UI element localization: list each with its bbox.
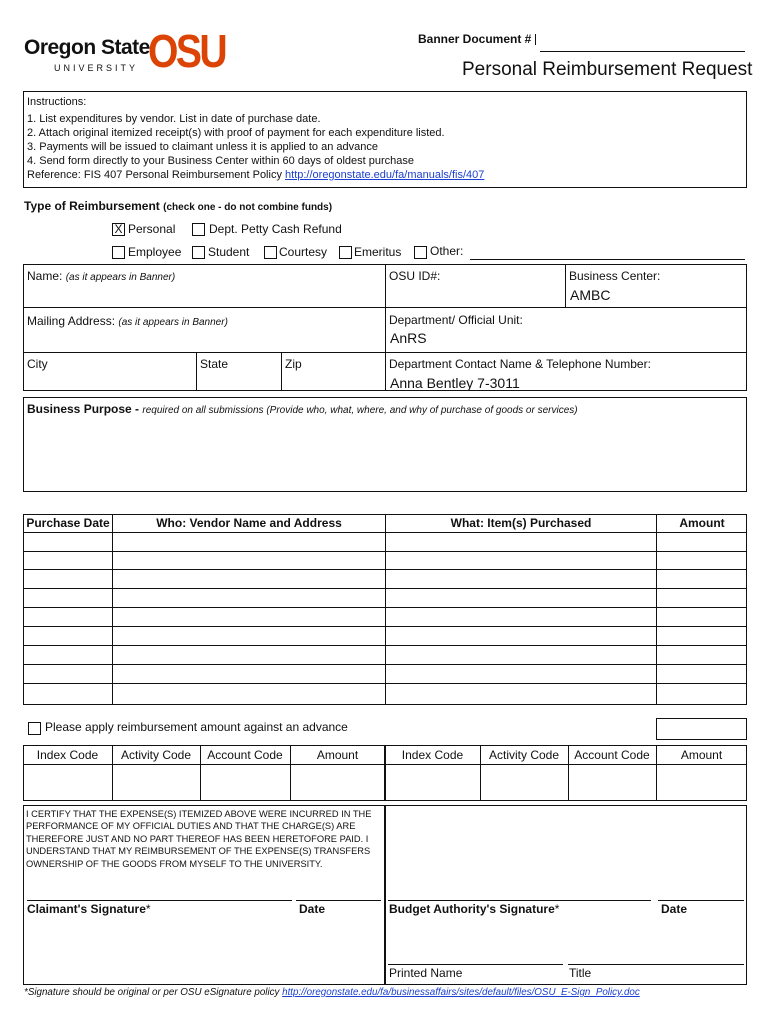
courtesy-checkbox[interactable]: [264, 246, 277, 259]
emeritus-label: Emeritus: [354, 245, 402, 259]
esign-policy-link[interactable]: http://oregonstate.edu/fa/businessaffairs/sites/default/files/OSU_E-Sign_Policy.doc: [282, 987, 640, 998]
name-field[interactable]: [27, 269, 175, 283]
reference-text: Reference: FIS 407 Personal Reimbursement Policy: [27, 169, 286, 181]
student-checkbox[interactable]: [192, 246, 205, 259]
name-label: Name:: [27, 269, 63, 283]
amount-header: Amount: [680, 748, 723, 762]
reference-line: [27, 169, 484, 181]
advance-checkbox[interactable]: [28, 722, 41, 735]
index-code-header: Index Code: [401, 748, 464, 762]
account-code-header: Account Code: [574, 748, 650, 762]
logo-wordmark: Oregon State: [24, 36, 150, 59]
employee-label: Employee: [128, 245, 182, 259]
contact-label: Department Contact Name & Telephone Number:: [389, 357, 651, 371]
courtesy-label: Courtesy: [279, 245, 328, 259]
student-label: Student: [208, 245, 250, 259]
budget-signature-line[interactable]: [388, 900, 651, 901]
personal-checkbox[interactable]: X: [112, 223, 125, 236]
account-code-header: Account Code: [207, 748, 283, 762]
business-purpose-heading: [27, 402, 578, 416]
mailing-label: Mailing Address:: [27, 314, 116, 328]
business-purpose-note: required on all submissions (Provide who, what, where, and why of purchase of goods or services): [142, 405, 578, 416]
items-header: What: Item(s) Purchased: [450, 516, 592, 530]
purchase-date-header: Purchase Date: [26, 516, 110, 530]
table-row[interactable]: [23, 532, 747, 533]
claimant-date-line[interactable]: [296, 900, 381, 901]
policy-link[interactable]: http://oregonstate.edu/fa/manuals/fis/407: [285, 169, 485, 181]
claimant-signature-line[interactable]: [27, 900, 292, 901]
instructions-heading: Instructions:: [27, 96, 87, 108]
table-row[interactable]: [23, 626, 747, 627]
reimbursement-type-note: (check one - do not combine funds): [163, 202, 333, 213]
petty-cash-checkbox[interactable]: [192, 223, 205, 236]
footer-note-text: *Signature should be original or per OSU eSignature policy: [24, 987, 283, 998]
budget-signature-label: [389, 902, 559, 916]
instruction-line: 2. Attach original itemized receipt(s) with proof of payment for each expenditure listed.: [27, 127, 445, 139]
claimant-signature-text: Claimant's Signature: [27, 902, 146, 916]
name-note: (as it appears in Banner): [65, 272, 176, 283]
printed-name-label: Printed Name: [389, 966, 463, 980]
banner-document-label: Banner Document #: [418, 32, 532, 46]
osu-logo: [24, 25, 226, 84]
department-value[interactable]: AnRS: [390, 330, 427, 346]
other-label: Other:: [430, 244, 464, 258]
title-label: Title: [569, 966, 592, 980]
amount-header: Amount: [316, 748, 359, 762]
budget-signature-text: Budget Authority's Signature: [389, 902, 555, 916]
budget-asterisk: *: [554, 902, 560, 916]
total-amount-box[interactable]: [656, 718, 747, 740]
banner-document-field[interactable]: [540, 51, 745, 52]
table-row[interactable]: [23, 607, 747, 608]
claimant-date-label: Date: [299, 902, 326, 916]
budget-authority-box: [385, 805, 747, 985]
state-label[interactable]: State: [200, 357, 229, 371]
city-label[interactable]: City: [27, 357, 48, 371]
activity-code-header: Activity Code: [488, 748, 560, 762]
business-center-value[interactable]: AMBC: [570, 287, 611, 303]
other-checkbox[interactable]: [414, 246, 427, 259]
emeritus-checkbox[interactable]: [339, 246, 352, 259]
amount-header: Amount: [679, 516, 725, 530]
table-row[interactable]: [23, 551, 747, 552]
instruction-line: 3. Payments will be issued to claimant unless it is applied to an advance: [27, 141, 378, 153]
reimbursement-type-title: Type of Reimbursement: [24, 199, 160, 213]
printed-name-line[interactable]: [388, 964, 563, 965]
other-field[interactable]: [470, 259, 745, 260]
department-label: Department/ Official Unit:: [389, 313, 523, 327]
business-center-label: Business Center:: [569, 269, 661, 283]
vendor-header: Who: Vendor Name and Address: [156, 516, 342, 530]
activity-code-header: Activity Code: [120, 748, 192, 762]
budget-date-label: Date: [661, 902, 688, 916]
claimant-asterisk: *: [145, 902, 151, 916]
petty-cash-label: Dept. Petty Cash Refund: [209, 222, 342, 236]
personal-label: Personal: [128, 222, 176, 236]
budget-date-line[interactable]: [658, 900, 744, 901]
table-row[interactable]: [23, 588, 747, 589]
mailing-address-field[interactable]: [27, 314, 228, 328]
index-code-header: Index Code: [36, 748, 99, 762]
banner-cursor: [535, 34, 536, 45]
page-title: Personal Reimbursement Request: [462, 59, 753, 80]
instruction-line: 4. Send form directly to your Business Center within 60 days of oldest purchase: [27, 155, 415, 167]
logo-university: UNIVERSITY: [54, 63, 139, 73]
table-row[interactable]: [23, 664, 747, 665]
table-row[interactable]: [23, 645, 747, 646]
business-purpose-label: Business Purpose -: [27, 402, 140, 416]
claimant-signature-label: [27, 902, 151, 916]
reimbursement-type-heading: [24, 199, 332, 213]
zip-label[interactable]: Zip: [285, 357, 302, 371]
title-line[interactable]: [568, 964, 744, 965]
mailing-note: (as it appears in Banner): [118, 317, 228, 328]
contact-value[interactable]: Anna Bentley 7-3011: [390, 375, 520, 391]
instruction-line: 1. List expenditures by vendor. List in date of purchase date.: [27, 113, 321, 125]
osu-id-label: OSU ID#:: [389, 269, 441, 283]
footer-note: [24, 987, 640, 998]
employee-checkbox[interactable]: [112, 246, 125, 259]
table-row[interactable]: [23, 683, 747, 684]
logo-osu-mark: OSU: [148, 25, 226, 77]
table-row[interactable]: [23, 569, 747, 570]
advance-label: Please apply reimbursement amount against an advance: [45, 720, 348, 734]
certification-text: I CERTIFY THAT THE EXPENSE(S) ITEMIZED ABOVE WERE INCURRED IN THE PERFORMANCE OF MY OFFICIAL DUTIES AND THAT THE CHARGE(S) ARE THEREFORE JUST AND NO PART THEREOF HAS BEEN HERETOFORE PAID. I UNDERSTAND THAT MY REIMBURSEMENT OF THE EXPENSE(S) TRANSFERS OWNERSHIP OF THE GOODS FROM MYSELF TO THE UNIVERSITY.: [26, 809, 372, 869]
